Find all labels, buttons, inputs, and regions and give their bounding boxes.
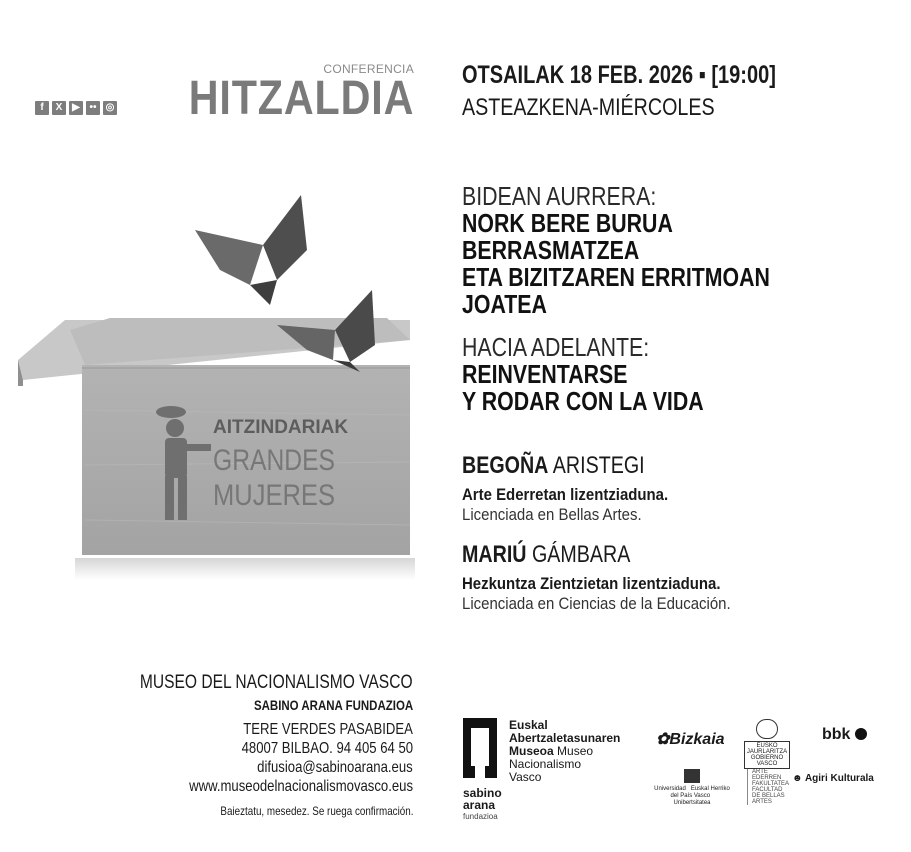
event-weekday: ASTEAZKENA-MIÉRCOLES bbox=[462, 94, 715, 121]
talk-title-eu: BIDEAN AURRERA: NORK BERE BURUA BERRASMATZEA ETA BIZITZAREN ERRITMOAN JOATEA bbox=[462, 181, 770, 319]
instagram-icon[interactable]: ◎ bbox=[103, 101, 117, 115]
event-date: OTSAILAK 18 FEB. 2026 ▪ [19:00] bbox=[462, 61, 776, 89]
bellas-artes-logo: ARTE EDERREN FAKULTATEA FACULTAD DE BELLAS ARTES bbox=[747, 769, 790, 805]
box-line-1: GRANDES bbox=[213, 444, 335, 477]
speaker-2-desc: Hezkuntza Zientzietan lizentziaduna. Licenciada en Ciencias de la Educación. bbox=[462, 574, 731, 613]
speaker-1-desc: Arte Ederretan lizentziaduna. Licenciada en Bellas Artes. bbox=[462, 485, 669, 524]
upv-ehu-logo: Universidad Euskal Herriko del País Vasco Unibertsitatea bbox=[652, 769, 732, 807]
conference-label: CONFERENCIA bbox=[323, 62, 414, 76]
street: TERE VERDES PASABIDEA bbox=[243, 721, 413, 738]
museum-logo-text: Euskal Abertzaletasunaren Museoa Museo Nacionalismo Vasco bbox=[509, 718, 621, 784]
rsvp-note: Baieztatu, mesedez. Se ruega confirmación. bbox=[219, 804, 413, 818]
box-brand: AITZINDARIAK bbox=[213, 417, 349, 438]
talk-title-es: HACIA ADELANTE: REINVENTARSE Y RODAR CON LA VIDA bbox=[462, 332, 704, 416]
speaker-1-name: BEGOÑA ARISTEGI bbox=[462, 452, 645, 479]
bbk-mark-icon bbox=[855, 728, 867, 740]
foundation-name: SABINO ARANA FUNDAZIOA bbox=[253, 697, 413, 713]
youtube-icon[interactable]: ▶ bbox=[69, 101, 83, 115]
box-line-2: MUJERES bbox=[213, 479, 335, 512]
social-links bbox=[35, 101, 117, 115]
email-link[interactable]: difusioa@sabinoarana.eus bbox=[257, 759, 413, 776]
bizkaia-logo: ✿Bizkaia bbox=[656, 731, 725, 748]
website-link[interactable]: www.museodelnacionalismovasco.eus bbox=[189, 778, 413, 795]
facebook-icon[interactable]: f bbox=[35, 101, 49, 115]
agiri-mark-icon: ☻ bbox=[792, 773, 803, 784]
speaker-2-name: MARIÚ GÁMBARA bbox=[462, 541, 631, 568]
bbk-logo: bbk bbox=[822, 726, 867, 744]
box-illustration bbox=[15, 190, 415, 590]
flickr-icon[interactable]: •• bbox=[86, 101, 100, 115]
gobierno-vasco-logo: EUSKO JAURLARITZA GOBIERNO VASCO bbox=[744, 719, 790, 769]
museum-logo-icon bbox=[463, 718, 497, 778]
x-twitter-icon[interactable]: X bbox=[52, 101, 66, 115]
contact-block bbox=[140, 720, 413, 796]
sabino-arana-logo: sabino arana fundazioa bbox=[463, 786, 502, 821]
museum-name: MUSEO DEL NACIONALISMO VASCO bbox=[140, 672, 413, 693]
butterfly-icon bbox=[195, 195, 307, 305]
city-phone: 48007 BILBAO. 94 405 64 50 bbox=[241, 740, 413, 757]
upv-emblem-icon bbox=[684, 769, 700, 783]
page-title: HITZALDIA bbox=[188, 72, 414, 125]
gv-emblem-icon bbox=[756, 719, 778, 739]
agiri-kulturala-logo: ☻ Agiri Kulturala bbox=[792, 773, 874, 784]
butterfly-icon bbox=[277, 290, 375, 372]
bizkaia-mark-icon: ✿ bbox=[656, 731, 670, 748]
